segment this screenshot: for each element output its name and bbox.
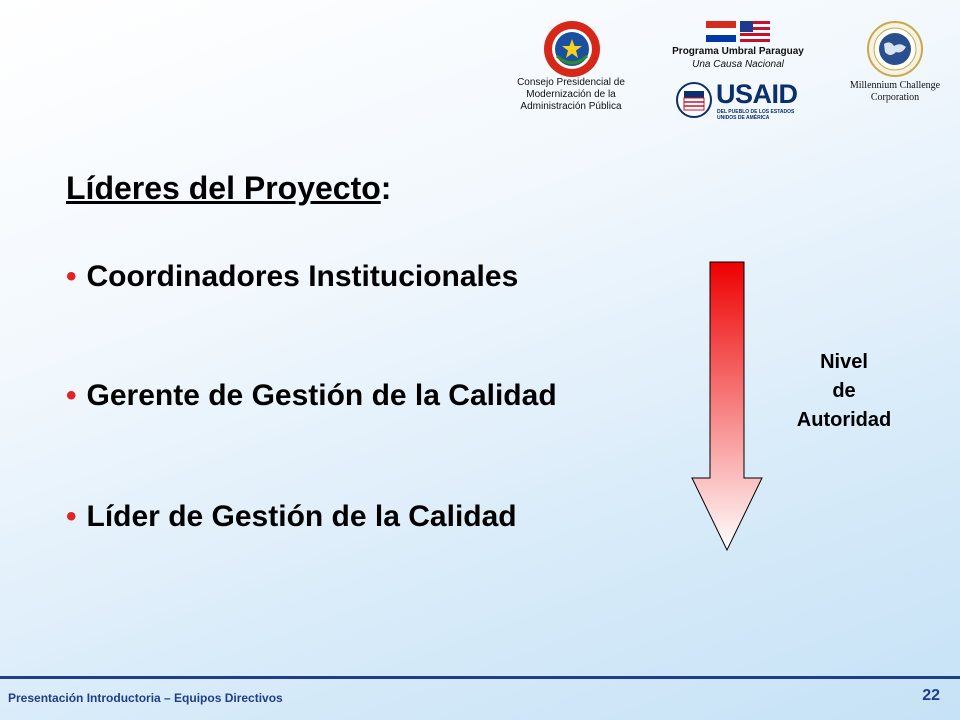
mcc-line: Millennium Challenge bbox=[849, 80, 941, 91]
mcc-caption bbox=[836, 80, 954, 104]
bullet-text: Gerente de Gestión de la Calidad bbox=[86, 379, 557, 412]
authority-arrow-icon bbox=[690, 260, 764, 552]
footer-divider bbox=[0, 676, 960, 679]
bullet-dot-icon: • bbox=[66, 260, 77, 293]
usaid-seal-icon bbox=[676, 82, 712, 118]
usaid-logo-text: USAID bbox=[716, 79, 798, 109]
arrow-label-line: Nivel bbox=[820, 351, 868, 373]
consejo-line: Modernización de la bbox=[526, 89, 616, 100]
slide-title bbox=[66, 170, 391, 207]
paraguay-seal-icon bbox=[543, 20, 601, 78]
consejo-line: Administración Pública bbox=[520, 101, 622, 112]
page-number: 22 bbox=[922, 687, 940, 704]
bullet-dot-icon: • bbox=[66, 379, 77, 412]
arrow-label-line: Autoridad bbox=[796, 409, 892, 431]
bullet-text: Líder de Gestión de la Calidad bbox=[86, 500, 517, 533]
flags-icon bbox=[706, 21, 770, 43]
bullet-item bbox=[66, 260, 518, 294]
usaid-tagline: DEL PUEBLO DE LOS ESTADOS UNIDOS DE AMÉRICA bbox=[717, 109, 795, 121]
bullet-item bbox=[66, 379, 557, 413]
bullet-text: Coordinadores Institucionales bbox=[86, 260, 519, 293]
programa-subtitle: Una Causa Nacional bbox=[692, 59, 784, 70]
bullet-item bbox=[66, 500, 517, 534]
bullet-dot-icon: • bbox=[66, 500, 77, 533]
consejo-line: Consejo Presidencial de bbox=[517, 77, 625, 88]
footer-text: Presentación Introductoria – Equipos Directivos bbox=[8, 691, 283, 705]
arrow-label bbox=[775, 348, 913, 435]
arrow-label-line: de bbox=[832, 380, 856, 402]
slide-title-colon: : bbox=[380, 170, 392, 206]
slide-title-text: Líderes del Proyecto bbox=[66, 170, 381, 206]
consejo-caption bbox=[505, 77, 637, 113]
mcc-line: Corporation bbox=[870, 92, 920, 103]
mcc-seal-icon bbox=[866, 20, 924, 78]
programa-title: Programa Umbral Paraguay bbox=[672, 46, 804, 57]
